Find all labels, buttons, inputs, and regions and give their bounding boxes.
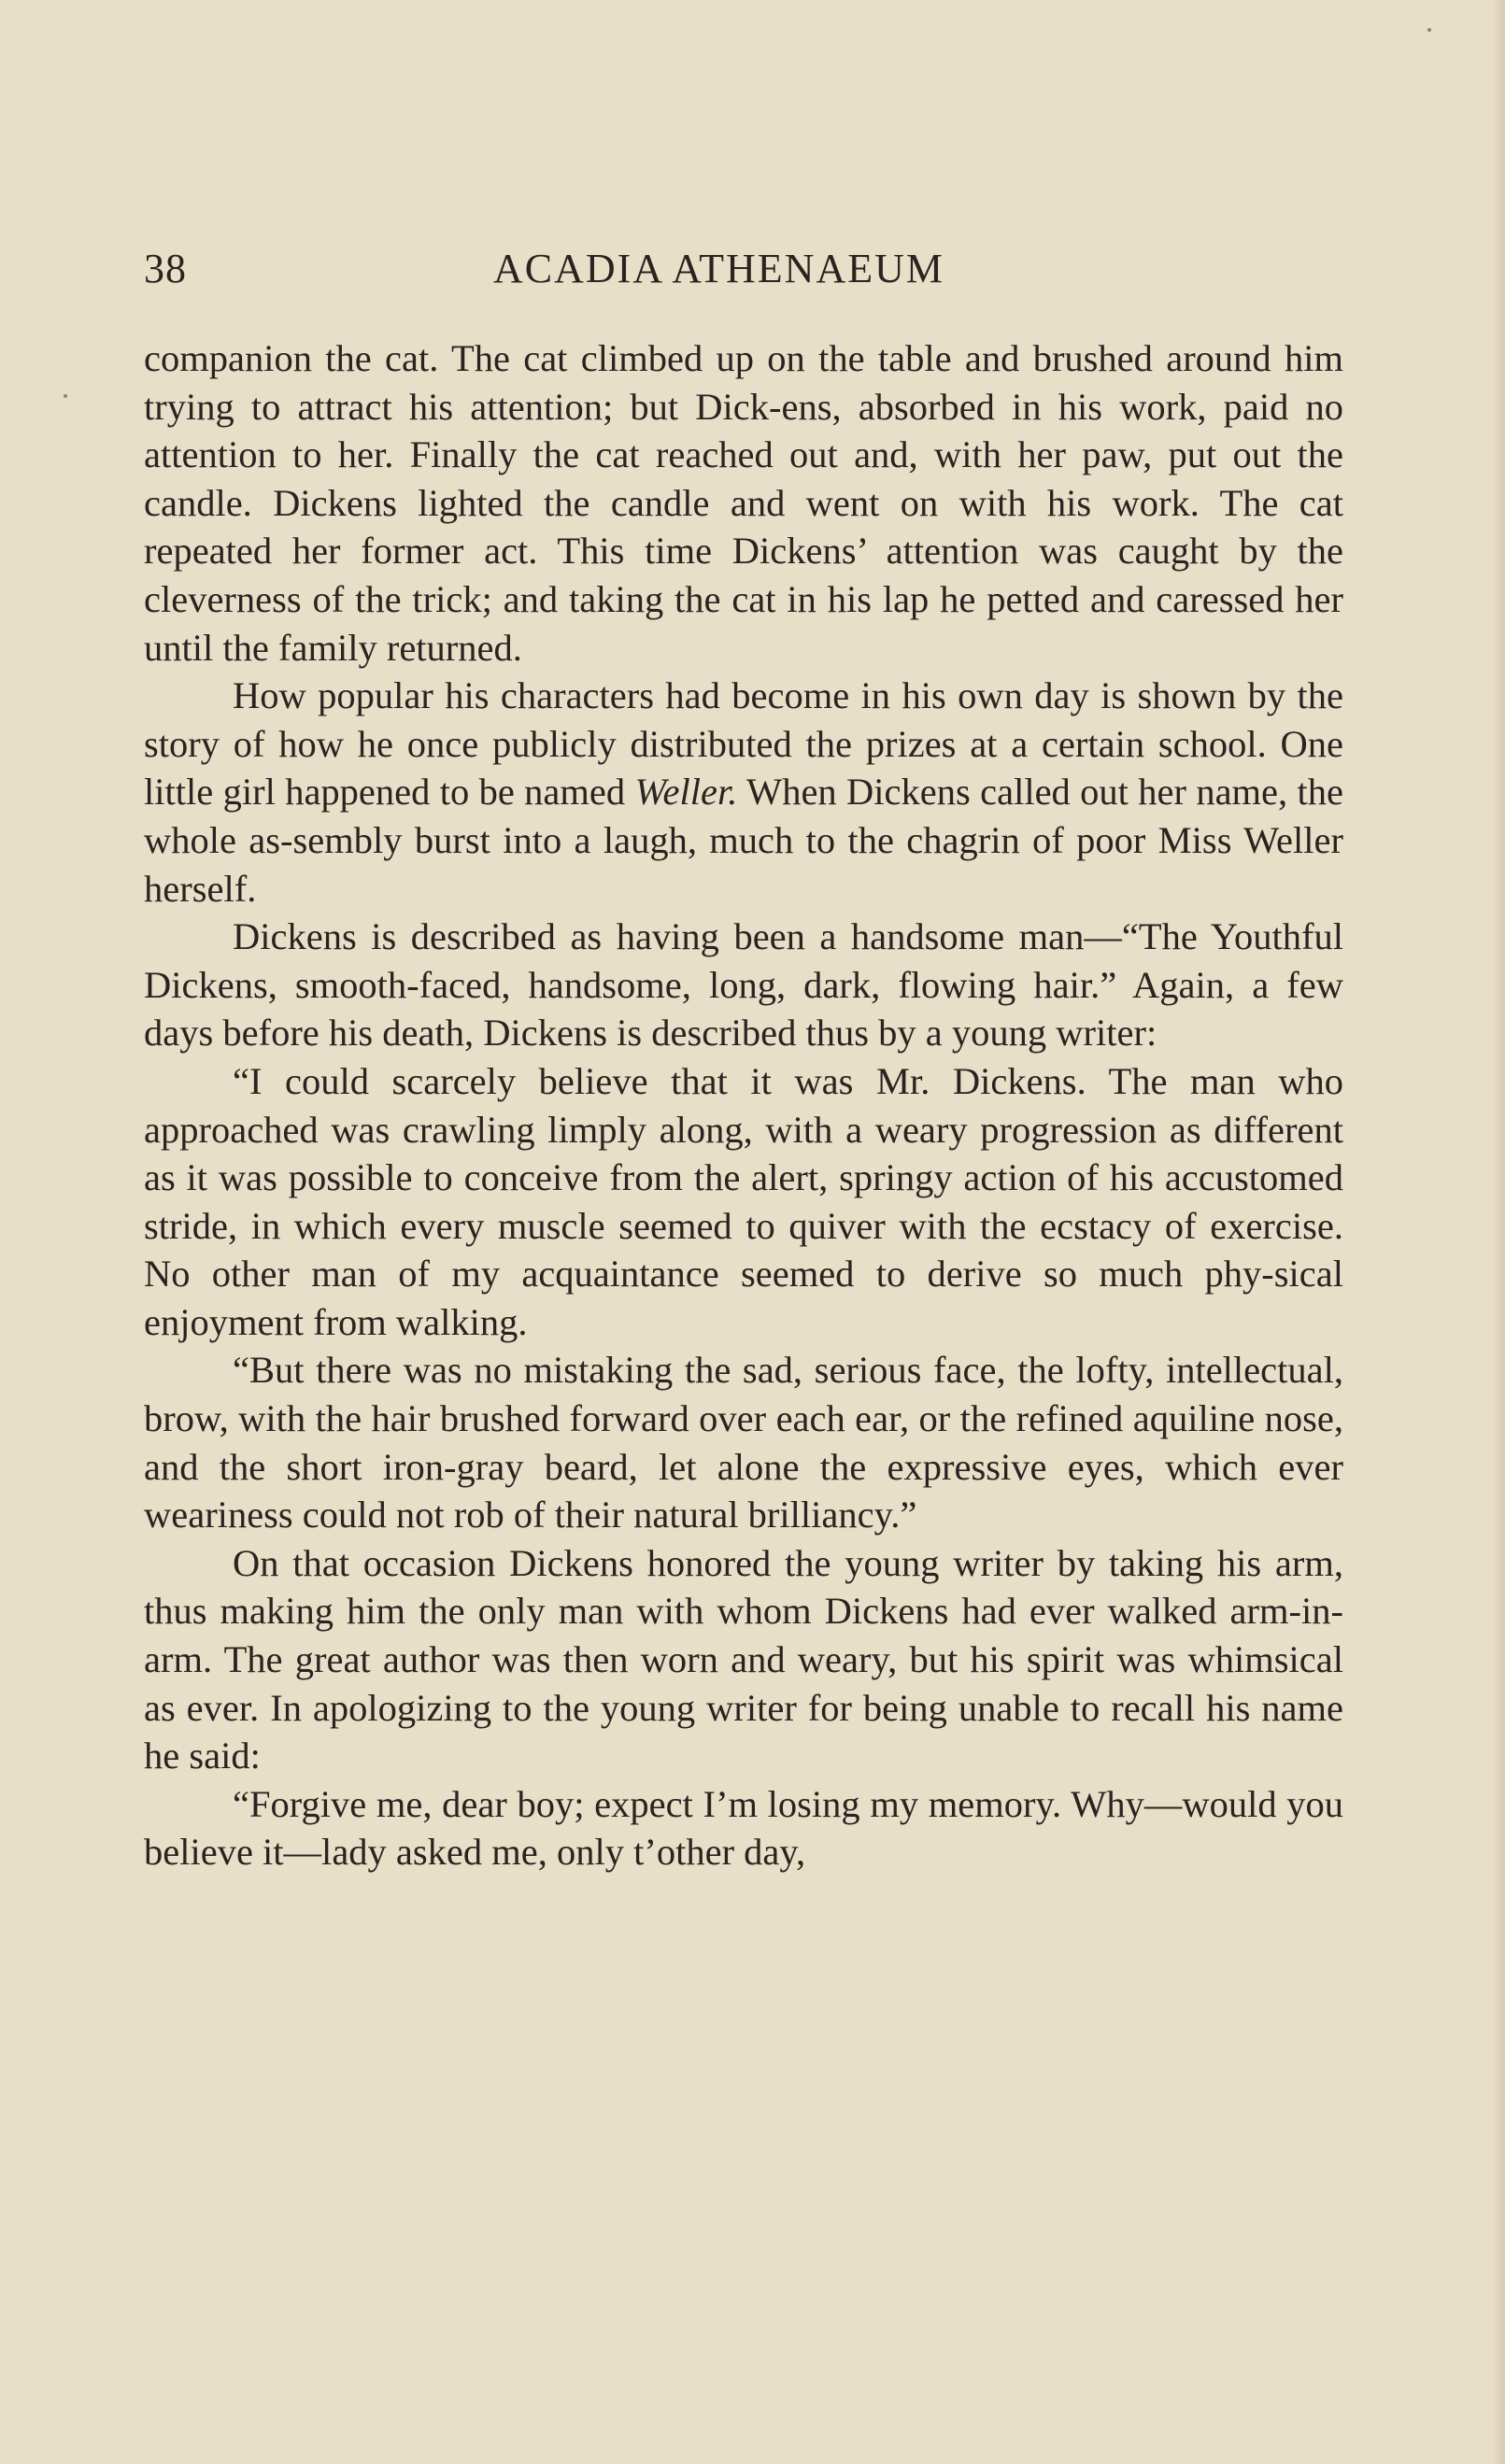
page-number: 38: [144, 246, 187, 291]
paragraph-popularity: [144, 672, 1343, 913]
page-edge-shadow: [1492, 0, 1505, 2464]
body-text: [144, 334, 1343, 1876]
running-title: ACADIA ATHENAEUM: [493, 246, 944, 291]
paragraph-popularity-end: When Dickens called out her name, the whole as-sembly burst into a laugh, much to the chagrin of poor Miss Weller herself.: [144, 771, 1343, 910]
paragraph-quote-memory: “Forgive me, dear boy; expect I’m losing my memory. Why—would you believe it—lady asked me, only t’other day,: [144, 1782, 1343, 1874]
paragraph-popularity-start: How popular his characters had become in his own day is shown by the story of how he once publicly distributed the prizes at a certain school. One little girl happened to be named: [144, 674, 1343, 814]
margin-speck: [64, 394, 67, 398]
paragraph-continued: companion the cat. The cat climbed up on the table and brushed around him trying to attract his attention; but Dick-ens, absorbed in his work, paid no attention to her. Finally the cat reached out and, with her paw, put out the candle. Dickens lighted the candle and went on with his work. The cat repeated her former act. This time Dickens’ attention was caught by the cleverness of the trick; and taking the cat in his lap he petted and caressed her until the family returned.: [144, 337, 1343, 669]
paragraph-arm-in-arm: On that occasion Dickens honored the young writer by taking his arm, thus making him the only man with whom Dickens had ever walked arm-in-arm. The great author was then worn and weary, but his spirit was whimsical as ever. In apologizing to the young writer for being unable to recall his name he said:: [144, 1541, 1343, 1777]
paragraph-quote-walking: “I could scarcely believe that it was Mr. Dickens. The man who approached was crawling limply along, with a weary progression as different as it was possible to conceive from the alert, springy action of his accustomed stride, in which every muscle seemed to quiver with the ecstacy of exercise. No other man of my acquaintance seemed to derive so much phy-sical enjoyment from walking.: [144, 1059, 1343, 1343]
paragraph-description: Dickens is described as having been a handsome man—“The Youthful Dickens, smooth-faced, handsome, long, dark, flowing hair.” Again, a few days before his death, Dickens is described thus by a young writer:: [144, 915, 1343, 1055]
page-header: [144, 245, 1343, 301]
paragraph-quote-face: “But there was no mistaking the sad, serious face, the lofty, intellectual, brow, with the hair brushed forward over each ear, or the refined aquiline nose, and the short iron-gray beard, let alone the expressive eyes, which ever weariness could not rob of their natural brilliancy.”: [144, 1349, 1343, 1536]
italic-name-weller: Weller.: [634, 771, 738, 814]
corner-speck: [1427, 28, 1431, 32]
